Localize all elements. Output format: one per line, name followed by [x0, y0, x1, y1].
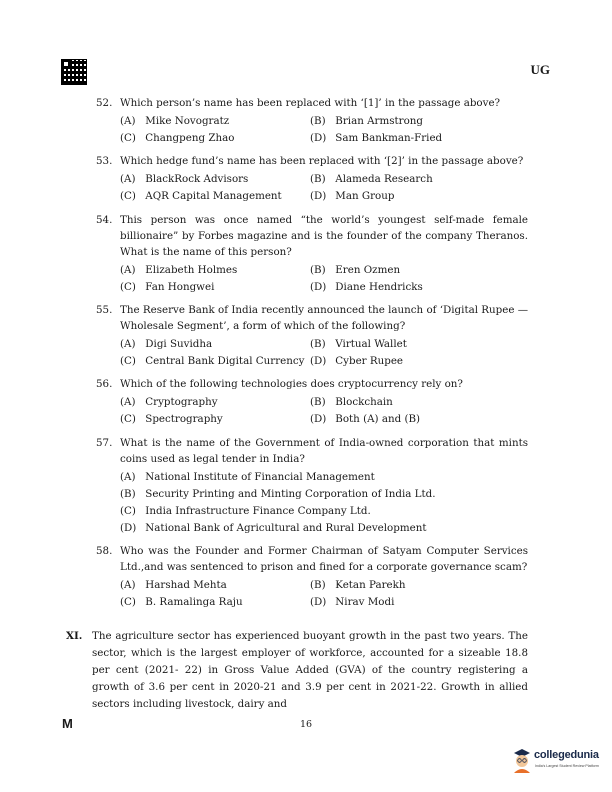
option-d: (D) Diane Hendricks	[310, 281, 423, 293]
question-number: 53.	[96, 155, 113, 167]
question-text: What is the name of the Government of India-owned corporation that mints coins used as legal tender in India?	[120, 437, 528, 465]
option-d: (D) Man Group	[310, 190, 395, 202]
question-56	[96, 376, 528, 427]
paper-code-label: UG	[530, 62, 550, 77]
section-passage: The agriculture sector has experienced buoyant growth in the past two years. The sector, which is the largest employer of workforce, accounted for a sizeable 18.8 per cent (2021- 22) in Gross Value Added (GVA) of the country registering a growth of 3.6 per cent in 2020-21 and 3.9 per cent in 2021-22. Growth in allied sectors including livestock, dairy and	[92, 630, 528, 710]
question-number: 54.	[96, 214, 113, 226]
question-53	[96, 153, 528, 204]
option-c: (C) Changpeng Zhao	[120, 132, 235, 144]
question-number: 55.	[96, 304, 113, 316]
options-grid	[120, 577, 528, 610]
option-a: (A) Harshad Mehta	[120, 579, 227, 591]
brand-name: collegedunia	[534, 749, 599, 761]
question-number: 58.	[96, 545, 113, 557]
question-text: Which person’s name has been replaced with ‘[1]’ in the passage above?	[120, 97, 501, 109]
option-b: (B) Alameda Research	[310, 173, 433, 185]
question-text: Which hedge fund’s name has been replaced with ‘[2]’ in the passage above?	[120, 155, 524, 167]
options-grid	[120, 336, 528, 369]
option-b: (B) Eren Ozmen	[310, 264, 401, 276]
question-number: 57.	[96, 437, 113, 449]
option-c: (C) Central Bank Digital Currency	[120, 355, 305, 367]
question-58	[96, 543, 528, 610]
question-number: 56.	[96, 378, 113, 390]
option-b: (B) Brian Armstrong	[310, 115, 423, 127]
qr-code	[62, 60, 86, 84]
options-grid	[120, 394, 528, 427]
option-b: (B) Blockchain	[310, 396, 393, 408]
option-a: (A) Mike Novogratz	[120, 115, 230, 127]
options-grid	[120, 113, 528, 146]
option-c: (C) B. Ramalinga Raju	[120, 596, 243, 608]
options-list	[120, 469, 528, 536]
brand-tagline: India's Largest Student Review Platform	[535, 764, 599, 768]
options-grid	[120, 171, 528, 204]
question-55	[96, 302, 528, 369]
option-a: (A) BlackRock Advisors	[120, 173, 249, 185]
option-c: (C) Spectrography	[120, 413, 223, 425]
option-a: (A) Elizabeth Holmes	[120, 264, 238, 276]
section-number: XI.	[66, 630, 83, 642]
series-mark: M	[62, 716, 73, 731]
option-a: (A) National Institute of Financial Management	[120, 471, 375, 483]
option-a: (A) Digi Suvidha	[120, 338, 213, 350]
question-52	[96, 95, 528, 146]
option-c: (C) AQR Capital Management	[120, 190, 282, 202]
question-text: Who was the Founder and Former Chairman of Satyam Computer Services Ltd.,and was sentenced to prison and fined for a corporate governance scam?	[120, 545, 528, 573]
option-d: (D) Cyber Rupee	[310, 355, 404, 367]
options-grid	[120, 262, 528, 295]
question-57	[96, 435, 528, 536]
question-text: This person was once named “the world’s youngest self-made female billionaire” by Forbes magazine and is the founder of the company Theranos. What is the name of this person?	[120, 214, 528, 258]
page-number: 16	[300, 719, 313, 730]
question-54	[96, 212, 528, 295]
student-mascot-icon	[510, 747, 534, 773]
option-b: (B) Ketan Parekh	[310, 579, 406, 591]
brand-logo	[510, 745, 606, 775]
option-b: (B) Security Printing and Minting Corporation of India Ltd.	[120, 488, 436, 500]
option-a: (A) Cryptography	[120, 396, 218, 408]
option-c: (C) India Infrastructure Finance Company Ltd.	[120, 505, 371, 517]
option-b: (B) Virtual Wallet	[310, 338, 407, 350]
option-d: (D) National Bank of Agricultural and Rural Development	[120, 522, 427, 534]
option-d: (D) Nirav Modi	[310, 596, 395, 608]
question-text: Which of the following technologies does cryptocurrency rely on?	[120, 378, 463, 390]
section-xi	[66, 628, 528, 713]
option-c: (C) Fan Hongwei	[120, 281, 215, 293]
option-d: (D) Both (A) and (B)	[310, 413, 421, 425]
question-number: 52.	[96, 97, 113, 109]
option-d: (D) Sam Bankman-Fried	[310, 132, 443, 144]
question-text: The Reserve Bank of India recently announced the launch of ‘Digital Rupee — Wholesale Segment’, a form of which of the following?	[120, 304, 529, 332]
